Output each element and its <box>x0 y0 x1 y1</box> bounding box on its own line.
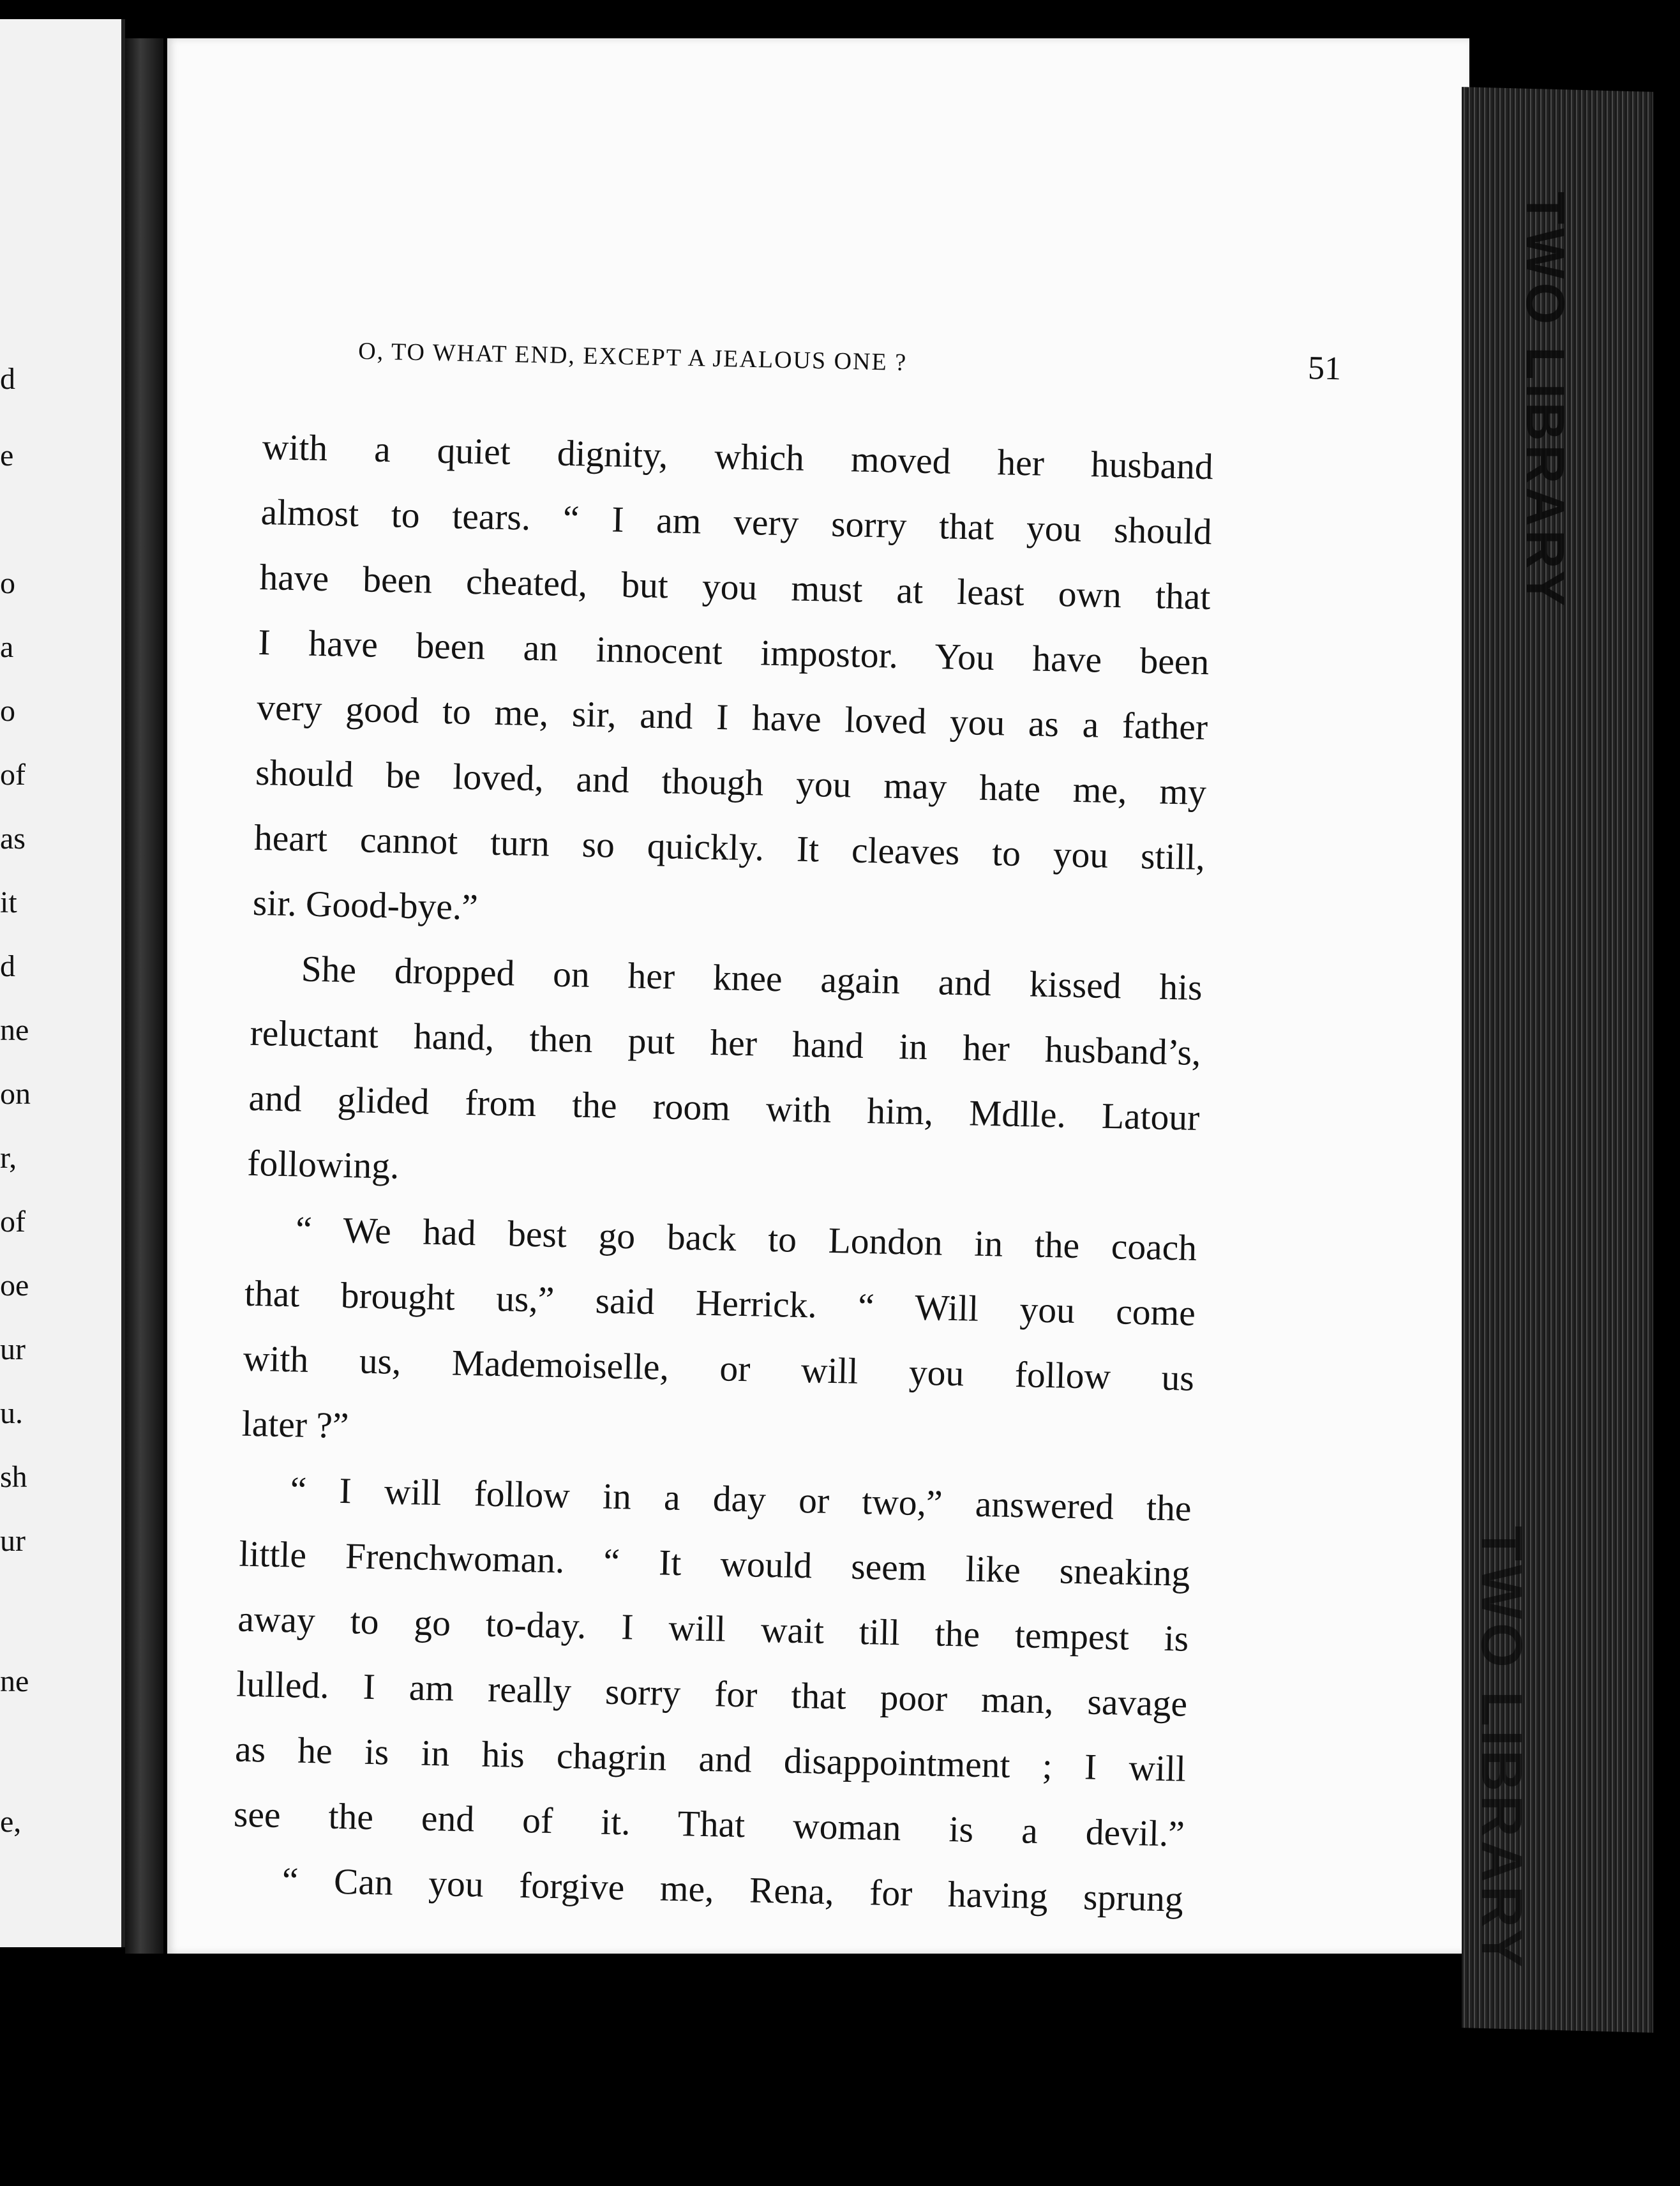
text-line: as he is in his chagrin and disappointment ; I will <box>234 1729 1187 1790</box>
text-line: sir. Good-bye.” <box>252 882 479 928</box>
text-line: later ?” <box>241 1403 350 1447</box>
left-page-fragment: d <box>0 362 15 396</box>
text-line: heart cannot turn so quickly. It cleaves to you still, <box>253 817 1206 878</box>
text-line: lulled. I am really sorry for that poor man, savage <box>236 1664 1188 1724</box>
book-gutter <box>125 38 163 1954</box>
left-page-fragment: sh <box>0 1460 27 1494</box>
paragraph <box>252 415 1214 956</box>
left-page-fragment: it <box>0 886 17 919</box>
left-page-fragment: r, <box>0 1141 17 1175</box>
running-head-title: O, TO WHAT END, EXCEPT A JEALOUS ONE ? <box>357 337 908 376</box>
text-line: that brought us,” said Herrick. “ Will you come <box>244 1273 1196 1334</box>
text-line: away to go to-day. I will wait till the tempest is <box>237 1599 1189 1659</box>
left-facing-page <box>0 19 125 1947</box>
left-page-fragment: ur <box>0 1332 26 1366</box>
paragraph <box>233 1457 1192 1867</box>
left-page-fragment: ur <box>0 1524 26 1558</box>
page-number: 51 <box>1307 350 1342 388</box>
text-line: almost to tears. “ I am very sorry that you should <box>260 492 1213 553</box>
left-page-fragment: ne <box>0 1013 29 1047</box>
left-page-fragment: ne <box>0 1664 29 1698</box>
text-line: and glided from the room with him, Mdlle. Latour <box>248 1078 1200 1138</box>
left-page-fragment: d <box>0 949 15 983</box>
paragraph <box>241 1196 1197 1477</box>
library-stamp-top: TWO LIBRARY <box>1515 192 1575 610</box>
text-line: have been cheated, but you must at least own that <box>259 557 1211 618</box>
left-page-fragment: e <box>0 439 14 472</box>
left-page-fragment: o <box>0 566 15 600</box>
book-page <box>167 38 1469 1954</box>
text-line: “ I will follow in a day or two,” answered the <box>290 1470 1192 1529</box>
running-head <box>358 329 1342 388</box>
left-page-fragment: as <box>0 822 26 856</box>
text-line: little Frenchwoman. “ It would seem like sneaking <box>238 1534 1190 1594</box>
text-line: with a quiet dignity, which moved her husband <box>262 426 1214 488</box>
library-stamp-bottom: TWO LIBRARY <box>1469 1526 1533 1971</box>
text-line: “ Can you forgive me, Rena, for having sprung <box>281 1860 1184 1920</box>
text-line: very good to me, sir, and I have loved you as a father <box>256 687 1208 748</box>
text-line: see the end of it. That woman is a devil.” <box>233 1794 1185 1855</box>
left-page-fragment: oe <box>0 1269 29 1302</box>
text-line: should be loved, and though you may hate me, my <box>255 752 1207 813</box>
paragraph <box>246 936 1203 1216</box>
text-line: She dropped on her knee again and kissed his <box>301 949 1203 1009</box>
text-line: I have been an innocent impostor. You have been <box>257 622 1210 683</box>
left-page-fragment: on <box>0 1077 31 1111</box>
text-line: with us, Mademoiselle, or will you follow us <box>243 1338 1195 1399</box>
left-page-fragment: o <box>0 694 15 728</box>
left-page-fragment: of <box>0 758 26 792</box>
text-line: following. <box>246 1143 400 1187</box>
left-page-fragment: e, <box>0 1805 22 1839</box>
left-page-text-fragments <box>0 19 121 1947</box>
left-page-fragment: u. <box>0 1396 23 1430</box>
left-page-fragment: a <box>0 630 14 664</box>
left-page-fragment: of <box>0 1205 26 1239</box>
text-line: reluctant hand, then put her hand in her husband’s, <box>250 1013 1202 1073</box>
body-text <box>232 415 1214 1933</box>
text-line: “ We had best go back to London in the coach <box>295 1209 1197 1269</box>
